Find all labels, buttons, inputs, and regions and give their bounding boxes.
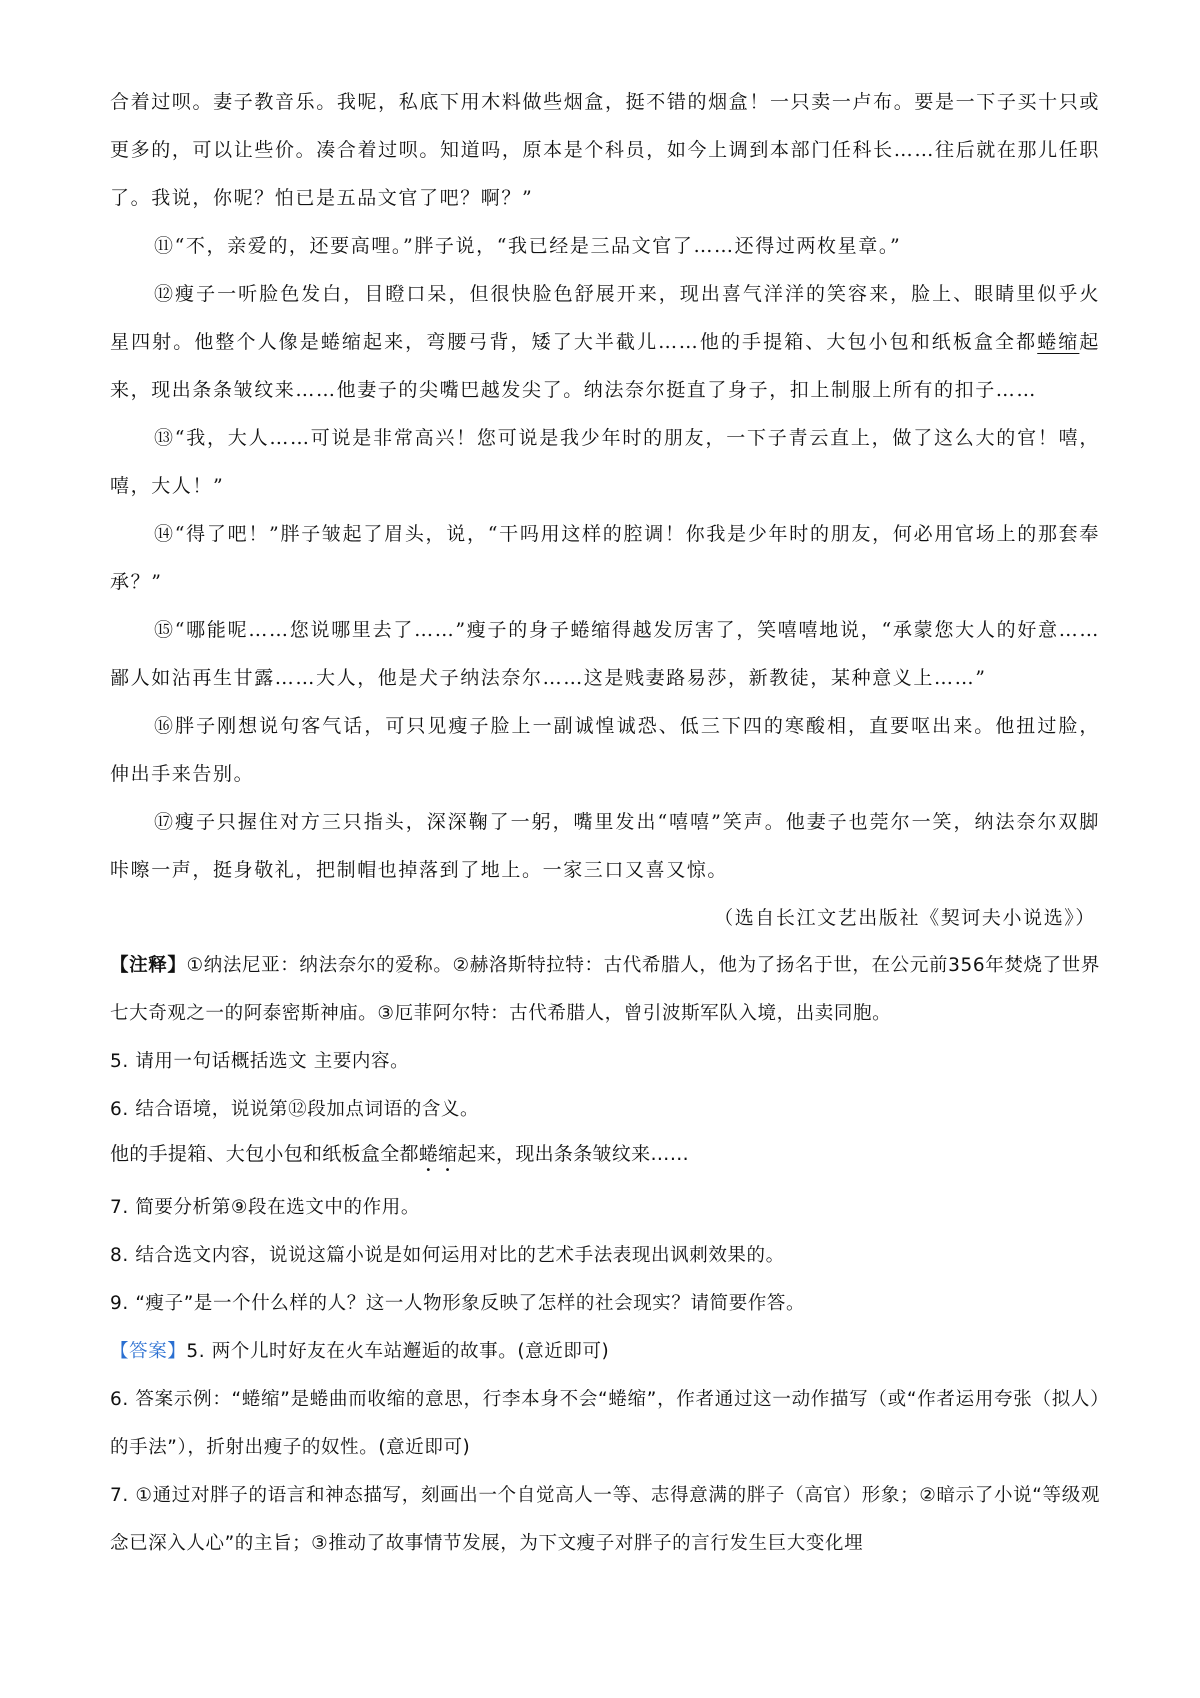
question-7: 7. 简要分析第⑨段在选文中的作用。 <box>110 1197 420 1218</box>
story-paragraph-12-part-a: ⑫瘦子一听脸色发白，目瞪口呆，但很快脸色舒展开来，现出喜气洋洋的笑容来，脸上、眼睛里似乎火星四射。他整个人像是蜷缩起来，弯腰弓背，矮了大半截儿……他的手提箱、大包小包和纸板盒全都 <box>110 283 1100 353</box>
answer-tag: 【答案】 <box>110 1341 187 1362</box>
source-citation: （选自长江文艺出版社《契诃夫小说选》） <box>714 907 1096 929</box>
question-9: 9. “瘦子”是一个什么样的人？这一人物形象反映了怎样的社会现实？请简要作答。 <box>110 1293 806 1314</box>
story-paragraph-continued: 合着过呗。妻子教音乐。我呢，私底下用木料做些烟盒，挺不错的烟盒！一只卖一卢布。要是一下子买十只或更多的，可以让些价。凑合着过呗。知道吗，原本是个科员，如今上调到本部门任科长……往后就在那儿任职了。我说，你呢？怕已是五品文官了吧？啊？” <box>110 91 1100 209</box>
answer-5 <box>110 1328 1100 1376</box>
document-page <box>110 78 1100 1568</box>
story-paragraph-17: ⑰瘦子只握住对方三只指头，深深鞠了一躬，嘴里发出“嘻嘻”笑声。他妻子也莞尔一笑，纳法奈尔双脚咔嚓一声，挺身敬礼，把制帽也掉落到了地上。一家三口又喜又惊。 <box>110 811 1100 881</box>
underlined-word: 蜷缩 <box>1037 331 1080 353</box>
story-paragraph-15: ⑮“哪能呢……您说哪里去了……”瘦子的身子蜷缩得越发厉害了，笑嘻嘻地说，“承蒙您大人的好意……鄙人如沾再生甘露……大人，他是犬子纳法奈尔……这是贱妻路易莎，新教徒，某种意义上……” <box>110 619 1100 689</box>
notes-text: ①纳法尼亚：纳法奈尔的爱称。②赫洛斯特拉特：古代希腊人，他为了扬名于世，在公元前356年焚烧了世界七大奇观之一的阿泰密斯神庙。③厄菲阿尔特：古代希腊人，曾引波斯军队入境，出卖同胞。 <box>110 955 1100 1024</box>
notes-paragraph <box>110 942 1100 1038</box>
story-paragraph-16: ⑯胖子刚想说句客气话，可只见瘦子脸上一副诚惶诚恐、低三下四的寒酸相，直要呕出来。他扭过脸，伸出手来告别。 <box>110 715 1100 785</box>
question-6: 6. 结合语境，说说第⑫段加点词语的含义。 <box>110 1099 480 1120</box>
question-6-example <box>110 1134 1100 1176</box>
story-paragraph-12 <box>110 270 1100 414</box>
question-6-example-part-b: 起来，现出条条皱纹来…… <box>457 1143 690 1165</box>
story-paragraph-12-part-b: 起来，现出条条皱纹来……他妻子的尖嘴巴越发尖了。纳法奈尔挺直了身子，扣上制服上所有的扣子…… <box>110 331 1100 401</box>
answer-7: 7. ①通过对胖子的语言和神态描写，刻画出一个自觉高人一等、志得意满的胖子（高官）形象；②暗示了小说“等级观念已深入人心”的主旨；③推动了故事情节发展，为下文瘦子对胖子的言行发生巨大变化埋 <box>110 1485 1100 1554</box>
notes-tag: 【注释】 <box>110 955 187 976</box>
story-paragraph-13: ⑬“我，大人……可说是非常高兴！您可说是我少年时的朋友，一下子青云直上，做了这么大的官！嘻，嘻，大人！” <box>110 427 1100 497</box>
question-5: 5. 请用一句话概括选文 主要内容。 <box>110 1051 410 1072</box>
answer-6: 6. 答案示例：“蜷缩”是蜷曲而收缩的意思，行李本身不会“蜷缩”，作者通过这一动作描写（或“作者运用夸张（拟人）的手法”），折射出瘦子的奴性。(意近即可) <box>110 1389 1100 1458</box>
question-8: 8. 结合选文内容，说说这篇小说是如何运用对比的艺术手法表现出讽刺效果的。 <box>110 1245 785 1266</box>
story-paragraph-11: ⑪“不，亲爱的，还要高哩。”胖子说，“我已经是三品文官了……还得过两枚星章。” <box>154 235 902 257</box>
story-paragraph-14: ⑭“得了吧！”胖子皱起了眉头，说，“干吗用这样的腔调！你我是少年时的朋友，何必用官场上的那套奉承？” <box>110 523 1100 593</box>
answer-5-text: 5. 两个儿时好友在火车站邂逅的故事。(意近即可) <box>186 1341 610 1362</box>
dotted-word: 蜷缩 <box>418 1143 458 1165</box>
question-6-example-part-a: 他的手提箱、大包小包和纸板盒全都 <box>110 1143 419 1165</box>
